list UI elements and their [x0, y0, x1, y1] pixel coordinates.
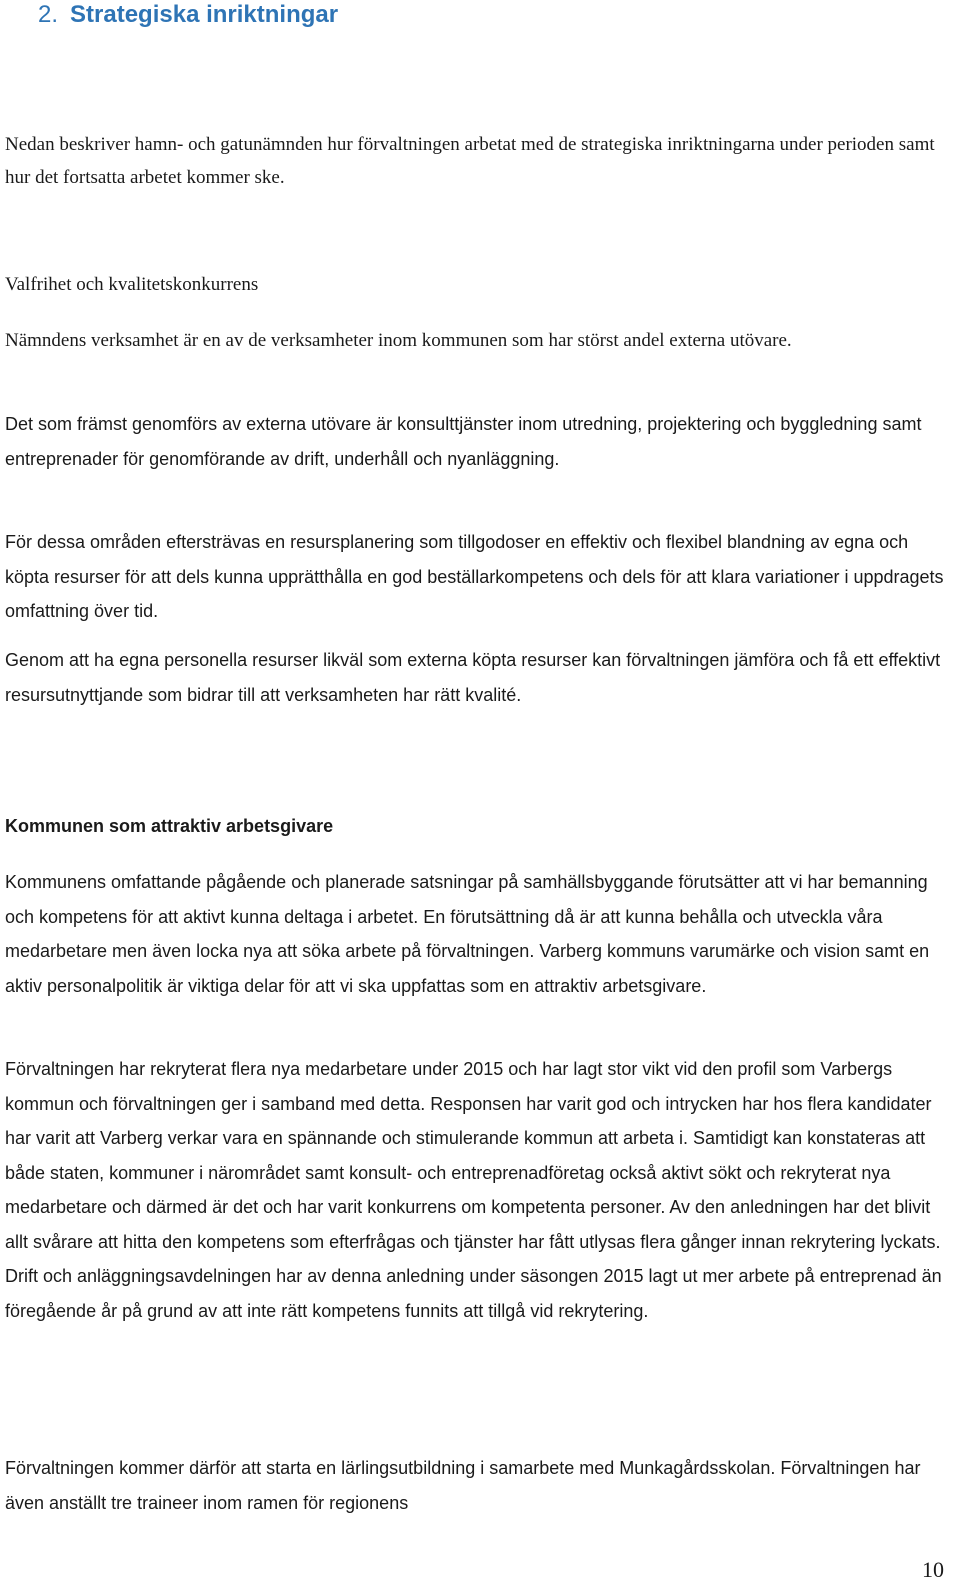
subheading-arbetsgivare: Kommunen som attraktiv arbetsgivare — [5, 816, 334, 836]
section2-paragraph-1: Kommunens omfattande pågående och planerade satsningar på samhällsbyggande förutsätter att vi har bemanning och kompetens för att aktivt kunna deltaga i arbetet. En förutsättning då är att kunna behålla och utveckla våra medarbetare men även locka nya att söka arbete på förvaltningen. Varberg kommuns varumärke och vision samt en aktiv personalpolitik är viktiga delar för att vi ska uppfattas som en attraktiv arbetsgivare. — [5, 872, 930, 996]
intro-paragraph: Nedan beskriver hamn- och gatunämnden hur förvaltningen arbetat med de strategiska inriktningarna under perioden samt hur det fortsatta arbetet kommer ske. — [5, 134, 935, 188]
section2-paragraph-3: Förvaltningen kommer därför att starta en lärlingsutbildning i samarbete med Munkagårdsskolan. Förvaltningen har även anställt tre traineer inom ramen för regionens — [5, 1458, 921, 1513]
subheading-valfrihet: Valfrihet och kvalitetskonkurrens — [5, 274, 259, 295]
page-number: 10 — [922, 1557, 944, 1582]
section-heading — [38, 0, 338, 30]
section1-paragraph-1: Det som främst genomförs av externa utövare är konsulttjänster inom utredning, projektering och byggledning samt entreprenader för genomförande av drift, underhåll och nyanläggning. — [5, 414, 922, 469]
heading-number: 2. — [38, 1, 59, 28]
section1-lead-paragraph: Nämndens verksamhet är en av de verksamheter inom kommunen som har störst andel externa utövare. — [5, 330, 792, 351]
section1-paragraph-3: Genom att ha egna personella resurser likväl som externa köpta resurser kan förvaltningen jämföra och få ett effektivt resursutnyttjande som bidrar till att verksamheten har rätt kvalité. — [5, 650, 941, 705]
section2-paragraph-2: Förvaltningen har rekryterat flera nya medarbetare under 2015 och har lagt stor vikt vid den profil som Varbergs kommun och förvaltningen ger i samband med detta. Responsen har varit god och intrycken har hos flera kandidater har varit att Varberg verkar vara en spännande och stimulerande kommun att arbeta i. Samtidigt kan konstateras att både staten, kommuner i närområdet samt konsult- och entreprenadföretag också aktivt sökt och rekryterat nya medarbetare och därmed är det och har varit konkurrens om kompetenta personer. Av den anledningen har det blivit allt svårare att hitta den kompetens som efterfrågas och tjänster har fått utlysas flera gånger innan rekrytering lyckats. Drift och anläggningsavdelningen har av denna anledning under säsongen 2015 lagt ut mer arbete på entreprenad än föregående år på grund av att inte rätt kompetens funnits att tillgå vid rekrytering. — [5, 1059, 942, 1321]
section1-paragraph-2: För dessa områden eftersträvas en resursplanering som tillgodoser en effektiv och flexibel blandning av egna och köpta resurser för att dels kunna upprätthålla en god beställarkompetens och dels för att klara variationer i uppdragets omfattning över tid. — [5, 532, 944, 621]
heading-title: Strategiska inriktningar — [70, 1, 339, 28]
